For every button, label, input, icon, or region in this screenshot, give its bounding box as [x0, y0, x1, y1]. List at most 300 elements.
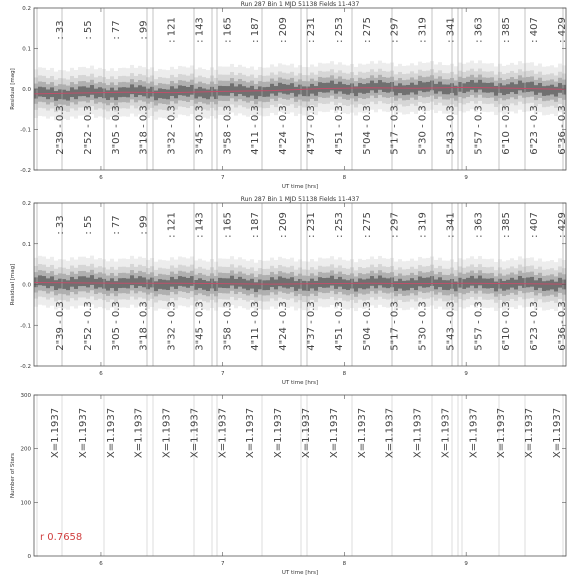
heatmap-cell [74, 89, 78, 99]
heatmap-cell [442, 84, 446, 94]
x-axis-label: UT time [hrs] [281, 184, 319, 190]
y-axis-label: Residual [mag] [10, 263, 16, 306]
field-number-label: : 407 [529, 212, 541, 238]
heatmap-cell [42, 276, 46, 286]
heatmap-cell [166, 90, 170, 100]
time-label: 3"45 - 0.3 [194, 105, 206, 155]
heatmap-cell [54, 280, 58, 290]
heatmap-cell [346, 280, 350, 290]
time-label: 6"36 - 0.3 [557, 105, 568, 155]
heatmap-cell [174, 89, 178, 99]
heatmap-cell [458, 278, 462, 288]
heatmap-cell [138, 85, 142, 95]
heatmap-cell [50, 87, 54, 97]
heatmap-cell [418, 276, 422, 286]
time-label: 3"45 - 0.3 [194, 301, 206, 351]
heatmap-cell [338, 277, 342, 287]
airmass-label: X=1.1937 [161, 407, 173, 459]
time-label: 5"57 - 0.3 [473, 105, 485, 155]
x-tick-label: 8 [342, 371, 347, 377]
y-tick-label: 0.1 [22, 241, 31, 248]
heatmap-cell [514, 280, 518, 290]
heatmap-cell [38, 275, 42, 285]
time-label: 4"37 - 0.3 [306, 301, 317, 351]
heatmap-cell [246, 280, 250, 290]
heatmap-cell [158, 88, 162, 98]
heatmap-cell [534, 85, 538, 95]
airmass-label: X=1.1937 [217, 407, 229, 459]
heatmap-cell [506, 280, 510, 290]
field-number-label: : 275 [361, 17, 373, 43]
heatmap-cell [218, 278, 222, 288]
heatmap-cell [422, 278, 426, 288]
x-tick-label: 9 [464, 371, 468, 377]
heatmap-cell [66, 91, 70, 101]
heatmap-cell [66, 280, 70, 290]
x-tick-label: 8 [342, 175, 347, 181]
heatmap-cell [538, 83, 542, 93]
heatmap-cell [146, 89, 150, 99]
time-label: 2"52 - 0.3 [82, 105, 94, 155]
heatmap-cell [302, 86, 306, 96]
field-number-label: : 341 [445, 17, 457, 43]
time-label: 4"24 - 0.3 [278, 105, 290, 155]
heatmap-cell [554, 282, 558, 292]
heatmap-cell [94, 89, 98, 99]
heatmap-cell [530, 277, 534, 287]
heatmap-cell [518, 276, 522, 286]
heatmap-cell [542, 281, 546, 291]
heatmap-cell [162, 280, 166, 290]
heatmap-cell [510, 278, 514, 288]
time-label: 2"39 - 0.3 [55, 301, 66, 351]
heatmap-cell [410, 83, 414, 93]
heatmap-cell [182, 277, 186, 287]
heatmap-cell [542, 86, 546, 96]
time-label: 5"43 - 0.3 [445, 301, 457, 351]
time-label: 3"58 - 0.3 [222, 105, 234, 155]
y-tick-label: 0.0 [22, 87, 31, 93]
x-tick-label: 9 [464, 175, 468, 181]
heatmap-cell [346, 85, 350, 95]
heatmap-cell [238, 277, 242, 287]
heatmap-cell [98, 87, 102, 97]
field-number-label: : 319 [417, 17, 429, 43]
heatmap-cell [58, 89, 62, 99]
x-tick-label: 7 [220, 371, 225, 377]
field-number-label: : 385 [501, 212, 513, 238]
time-label: 4"51 - 0.3 [333, 301, 345, 351]
heatmap-cell [142, 87, 146, 97]
y-tick-label: 300 [20, 393, 31, 399]
field-number-label: : 363 [473, 17, 485, 43]
chart-title: Run 287 Bin 1 MJD 51138 Fields 11-437 [240, 1, 360, 8]
heatmap-cell [190, 85, 194, 95]
heatmap-cell [202, 88, 206, 98]
heatmap-cell [170, 277, 174, 287]
heatmap-cell [38, 87, 42, 97]
heatmap-cell [206, 281, 210, 291]
heatmap-cell [442, 280, 446, 290]
heatmap-cell [170, 86, 174, 96]
x-tick-label: 8 [342, 561, 347, 567]
time-label: 5"17 - 0.3 [389, 301, 401, 351]
heatmap-cell [362, 84, 366, 94]
heatmap-cell [114, 90, 118, 100]
heatmap-cell [218, 86, 222, 96]
heatmap-cell [370, 276, 374, 286]
y-tick-label: -0.1 [20, 127, 31, 134]
heatmap-cell [162, 89, 166, 99]
field-number-label: : 165 [222, 17, 234, 43]
heatmap-cell [322, 83, 326, 93]
heatmap-cell [470, 80, 474, 90]
heatmap-cell [70, 87, 74, 97]
y-tick-label: -0.1 [20, 323, 31, 330]
heatmap-cell [314, 86, 318, 96]
airmass-label: X=1.1937 [524, 407, 536, 459]
heatmap-cell [414, 280, 418, 290]
time-label: 2"39 - 0.3 [55, 105, 66, 155]
heatmap-cell [426, 277, 430, 287]
heatmap-cell [106, 90, 110, 100]
y-tick-label: -0.2 [20, 168, 31, 174]
time-label: 3"05 - 0.3 [110, 301, 122, 351]
heatmap-cell [202, 280, 206, 290]
field-number-label: : 209 [278, 212, 290, 238]
heatmap-cell [50, 276, 54, 286]
time-label: 5"57 - 0.3 [473, 301, 485, 351]
heatmap-cell [106, 281, 110, 291]
heatmap-cell [438, 277, 442, 287]
heatmap-cell [438, 82, 442, 92]
heatmap-cell [46, 89, 50, 99]
field-number-label: : 99 [138, 20, 150, 40]
time-label: 6"36 - 0.3 [557, 301, 568, 351]
heatmap-cell [530, 82, 534, 92]
heatmap-cell [166, 280, 170, 290]
heatmap-cell [534, 280, 538, 290]
time-label: 3"18 - 0.3 [138, 105, 150, 155]
heatmap-cell [466, 82, 470, 92]
y-tick-label: 200 [20, 446, 31, 453]
time-label: 5"17 - 0.3 [389, 105, 401, 155]
time-label: 3"05 - 0.3 [110, 105, 122, 155]
heatmap-cell [554, 87, 558, 97]
time-label: 5"30 - 0.3 [417, 105, 429, 155]
x-tick-label: 6 [99, 561, 103, 567]
time-label: 5"04 - 0.3 [361, 301, 373, 351]
field-number-label: : 429 [557, 17, 568, 43]
y-tick-label: 0.0 [22, 282, 31, 289]
airmass-label: X=1.1937 [105, 407, 117, 459]
time-label: 3"58 - 0.3 [222, 301, 234, 351]
y-tick-label: 0.2 [22, 6, 31, 12]
heatmap-cell [338, 82, 342, 92]
field-number-label: : 143 [194, 17, 206, 43]
heatmap-cell [214, 89, 218, 99]
heatmap-cell [466, 278, 470, 288]
heatmap-cell [74, 279, 78, 289]
heatmap-cell [314, 281, 318, 291]
heatmap-cell [178, 85, 182, 95]
x-tick-label: 7 [220, 175, 225, 181]
heatmap-cell [206, 90, 210, 100]
heatmap-cell [342, 84, 346, 94]
time-label: 6"23 - 0.3 [529, 105, 541, 155]
field-number-label: : 121 [166, 212, 178, 238]
heatmap-cell [174, 279, 178, 289]
heatmap-cell [90, 85, 94, 95]
heatmap-cell [70, 277, 74, 287]
field-number-label: : 275 [361, 212, 373, 238]
heatmap-cell [318, 82, 322, 92]
time-label: 4"37 - 0.3 [306, 105, 317, 155]
heatmap-cell [290, 83, 294, 93]
heatmap-cell [362, 279, 366, 289]
heatmap-cell [178, 276, 182, 286]
heatmap-cell [62, 279, 66, 289]
time-label: 4"11 - 0.3 [250, 301, 262, 351]
heatmap-cell [342, 279, 346, 289]
heatmap-cell [394, 86, 398, 96]
heatmap-cell [558, 83, 562, 93]
heatmap-cell [326, 278, 330, 288]
y-axis-label: Residual [mag] [10, 68, 16, 110]
heatmap-cell [382, 82, 386, 92]
heatmap-cell [182, 86, 186, 96]
field-number-label: : 429 [557, 212, 568, 238]
field-number-label: : 33 [55, 20, 66, 40]
field-number-label: : 297 [389, 212, 401, 238]
time-label: 3"18 - 0.3 [138, 301, 150, 351]
heatmap-cell [402, 281, 406, 291]
heatmap-cell [138, 276, 142, 286]
field-number-label: : 187 [250, 17, 262, 43]
heatmap-cell [78, 276, 82, 286]
y-tick-label: -0.2 [20, 364, 31, 370]
heatmap-cell [270, 277, 274, 287]
heatmap-cell [262, 87, 266, 97]
time-label: 4"51 - 0.3 [333, 105, 345, 155]
heatmap-cell [414, 85, 418, 95]
heatmap-cell [502, 281, 506, 291]
field-number-label: : 165 [222, 212, 234, 238]
airmass-label: X=1.1937 [133, 407, 145, 459]
heatmap-cell [266, 280, 270, 290]
residual-panel-1 [10, 1, 568, 190]
time-label: 3"32 - 0.3 [166, 105, 178, 155]
heatmap-cell [506, 84, 510, 94]
field-number-label: : 55 [82, 215, 94, 235]
heatmap-cell [46, 278, 50, 288]
airmass-label: X=1.1937 [496, 407, 508, 459]
field-number-label: : 363 [473, 212, 485, 238]
heatmap-cell [146, 279, 150, 289]
field-number-label: : 55 [82, 20, 94, 40]
heatmap-cell [194, 280, 198, 290]
heatmap-cell [302, 281, 306, 291]
x-axis-label: UT time [hrs] [281, 380, 319, 386]
x-tick-label: 7 [220, 561, 225, 567]
heatmap-cell [262, 280, 266, 290]
field-number-label: : 319 [417, 212, 429, 238]
field-number-label: : 231 [306, 212, 317, 238]
heatmap-cell [114, 281, 118, 291]
airmass-label: X=1.1937 [412, 407, 424, 459]
heatmap-cell [158, 279, 162, 289]
corner-label: r 0.7658 [40, 532, 83, 543]
field-number-label: : 209 [278, 17, 290, 43]
heatmap-cell [446, 280, 450, 290]
x-tick-label: 6 [99, 371, 103, 377]
heatmap-cell [434, 84, 438, 94]
heatmap-cell [58, 279, 62, 289]
airmass-label: X=1.1937 [552, 407, 563, 459]
y-axis-label: Number of Stars [10, 452, 16, 499]
airmass-label: X=1.1937 [301, 407, 312, 459]
heatmap-cell [306, 281, 310, 291]
heatmap-cell [62, 90, 66, 100]
field-number-label: : 77 [110, 215, 122, 235]
heatmap-cell [370, 81, 374, 91]
field-number-label: : 143 [194, 212, 206, 238]
heatmap-cell [514, 84, 518, 94]
airmass-label: X=1.1937 [189, 407, 201, 459]
x-tick-label: 6 [99, 175, 103, 181]
heatmap-cell [558, 278, 562, 288]
field-number-label: : 253 [333, 17, 345, 43]
x-tick-label: 9 [464, 561, 468, 567]
heatmap-cell [434, 280, 438, 290]
heatmap-cell [54, 91, 58, 101]
heatmap-cell [282, 278, 286, 288]
heatmap-cell [222, 278, 226, 288]
heatmap-cell [522, 278, 526, 288]
heatmap-cell [422, 82, 426, 92]
time-label: 3"32 - 0.3 [166, 301, 178, 351]
airmass-label: X=1.1937 [245, 407, 257, 459]
airmass-label: X=1.1937 [77, 407, 89, 459]
heatmap-cell [462, 279, 466, 289]
heatmap-cell [142, 277, 146, 287]
field-number-label: : 77 [110, 20, 122, 40]
y-tick-label: 0 [27, 554, 31, 560]
star-count-panel [10, 393, 566, 576]
airmass-label: X=1.1937 [440, 407, 452, 459]
field-number-label: : 253 [333, 212, 345, 238]
field-number-label: : 297 [389, 17, 401, 43]
heatmap-cell [526, 82, 530, 92]
heatmap-cell [246, 88, 250, 98]
heatmap-cell [318, 277, 322, 287]
heatmap-cell [538, 278, 542, 288]
residual-panel-2 [10, 196, 568, 386]
time-label: 6"10 - 0.3 [501, 105, 513, 155]
heatmap-cell [270, 84, 274, 94]
heatmap-cell [446, 85, 450, 95]
heatmap-cell [546, 281, 550, 291]
heatmap-cell [190, 276, 194, 286]
heatmap-cell [214, 281, 218, 291]
heatmap-cell [522, 83, 526, 93]
heatmap-cell [82, 276, 86, 286]
heatmap-cell [382, 278, 386, 288]
heatmap-cell [546, 86, 550, 96]
time-label: 5"43 - 0.3 [445, 105, 457, 155]
airmass-label: X=1.1937 [273, 407, 285, 459]
heatmap-cell [550, 280, 554, 290]
heatmap-cell [78, 86, 82, 96]
heatmap-cell [526, 277, 530, 287]
time-label: 5"04 - 0.3 [361, 105, 373, 155]
heatmap-cell [406, 280, 410, 290]
heatmap-cell [194, 89, 198, 99]
heatmap-cell [394, 281, 398, 291]
heatmap-cell [266, 87, 270, 97]
heatmap-cell [294, 87, 298, 97]
airmass-label: X=1.1937 [356, 407, 368, 459]
heatmap-cell [410, 278, 414, 288]
field-number-label: : 341 [445, 212, 457, 238]
field-number-label: : 33 [55, 215, 66, 235]
heatmap-cell [42, 87, 46, 97]
heatmap-cell [470, 276, 474, 286]
field-number-label: : 121 [166, 17, 178, 43]
heatmap-cell [402, 85, 406, 95]
heatmap-cell [278, 83, 282, 93]
time-label: 6"23 - 0.3 [529, 301, 541, 351]
field-number-label: : 231 [306, 17, 317, 43]
airmass-label: X=1.1937 [384, 407, 396, 459]
time-label: 5"30 - 0.3 [417, 301, 429, 351]
heatmap-cell [282, 84, 286, 94]
heatmap-cell [326, 83, 330, 93]
field-number-label: : 385 [501, 17, 513, 43]
heatmap-cell [322, 278, 326, 288]
airmass-label: X=1.1937 [468, 407, 480, 459]
heatmap-cell [306, 87, 310, 97]
heatmap-cell [458, 82, 462, 92]
chart-title: Run 287 Bin 1 MJD 51138 Fields 11-437 [240, 196, 360, 203]
field-number-label: : 187 [250, 212, 262, 238]
heatmap-cell [150, 87, 154, 97]
time-label: 4"11 - 0.3 [250, 105, 262, 155]
time-label: 2"52 - 0.3 [82, 301, 94, 351]
y-tick-label: 0.2 [22, 201, 31, 207]
heatmap-cell [462, 83, 466, 93]
y-tick-label: 100 [20, 500, 31, 507]
time-label: 6"10 - 0.3 [501, 301, 513, 351]
y-tick-label: 0.1 [22, 46, 31, 53]
airmass-label: X=1.1937 [50, 407, 61, 459]
x-axis-label: UT time [hrs] [281, 570, 319, 576]
heatmap-cell [502, 85, 506, 95]
heatmap-cell [426, 82, 430, 92]
time-label: 4"24 - 0.3 [278, 301, 290, 351]
heatmap-cell [94, 279, 98, 289]
heatmap-cell [278, 276, 282, 286]
airmass-label: X=1.1937 [328, 407, 340, 459]
heatmap-cell [290, 277, 294, 287]
heatmap-cell [98, 278, 102, 288]
field-number-label: : 407 [529, 17, 541, 43]
heatmap-cell [510, 82, 514, 92]
field-number-label: : 99 [138, 215, 150, 235]
heatmap-cell [238, 84, 242, 94]
heatmap-cell [294, 281, 298, 291]
heatmap-cell [418, 81, 422, 91]
